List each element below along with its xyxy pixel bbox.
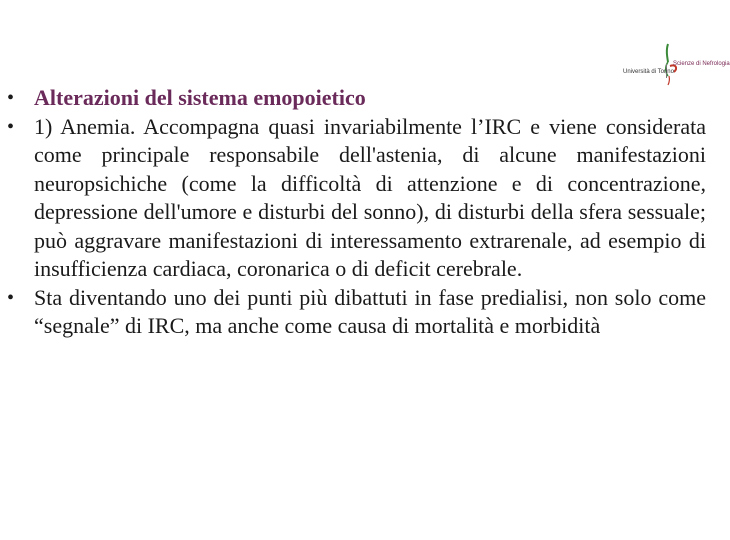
- list-item: [7, 284, 706, 341]
- bullet-text: 1) Anemia. Accompagna quasi invariabilmente l’IRC e viene considerata come principale responsabile dell'astenia, di alcune manifestazioni neuropsichiche (come la difficoltà di attenzione e di concentrazione, depressione dell'umore e disturbi del sonno), di disturbi della sfera sessuale; può aggravare manifestazioni di interessamento extrarenale, ad esempio di insufficienza cardiaca, coronarica o di deficit cerebrale.: [34, 113, 706, 281]
- bullet-icon: •: [7, 87, 15, 109]
- logo-university-name: Università di Torino: [623, 69, 674, 75]
- university-logo: [618, 42, 730, 86]
- logo-department-name: Scienze di Nefrologia: [673, 61, 730, 67]
- list-item: [7, 84, 706, 113]
- bullet-icon: •: [7, 286, 15, 309]
- slide-content: [0, 84, 720, 341]
- section-heading: Alterazioni del sistema emopoietico: [34, 85, 366, 110]
- bullet-text: Sta diventando uno dei punti più dibattuti in fase predialisi, non solo come “segnale” di IRC, ma anche come causa di mortalità e morbidità: [34, 284, 706, 338]
- list-item: [7, 113, 706, 284]
- bullet-icon: •: [7, 115, 15, 138]
